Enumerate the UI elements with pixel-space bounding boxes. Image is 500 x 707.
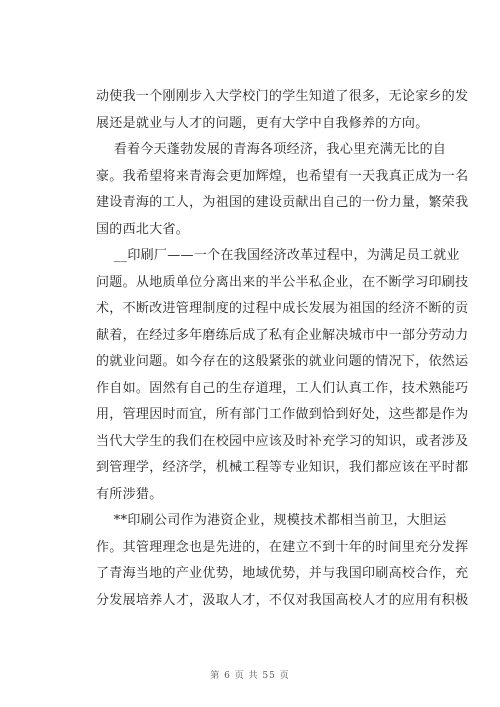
- page-number-footer: 第 6 页 共 55 页: [210, 671, 290, 681]
- text-line: 分发展培养人才，汲取人才，不仅对我国高校人才的应用有积极: [96, 592, 469, 608]
- text-line: 国的西北大省。: [96, 221, 190, 237]
- text-line: **印刷公司作为港资企业，规模技术都相当前卫，大胆运: [96, 513, 447, 528]
- text-line: 豪。我希望将来青海会更加辉煌，也希望有一天我真正成为一名: [96, 168, 469, 184]
- paragraph-1: [96, 84, 469, 137]
- text-line: 用，管理因时而宜，所有部门工作做到恰到好处，这些都是作为: [96, 407, 469, 422]
- text-line: 作。其管理理念也是先进的，在建立不到十年的时间里充分发挥: [96, 539, 469, 555]
- paragraph-3: [96, 243, 469, 508]
- text-line: 献着，在经过多年磨练后成了私有企业解决城市中一部分劳动力: [96, 327, 469, 343]
- text-line: 动使我一个刚刚步入大学校门的学生知道了很多，无论家乡的发: [96, 89, 469, 104]
- text-line: 作自如。固然有自己的生存道理，工人们认真工作，技术熟能巧: [96, 380, 469, 396]
- text-line: 了青海当地的产业优势，地域优势，并与我国印刷高校合作，充: [96, 566, 469, 581]
- text-line: 到管理学，经济学，机械工程等专业知识，我们都应该在平时都: [96, 460, 469, 475]
- text-line: 展还是就业与人才的问题，更有大学中自我修养的方向。: [96, 115, 429, 131]
- paragraph-4: [96, 508, 469, 614]
- text-line: 当代大学生的我们在校园中应该及时补充学习的知识，或者涉及: [96, 433, 469, 449]
- text-line: 建设青海的工人，为祖国的建设贡献出自己的一份力量，繁荣我: [96, 195, 469, 210]
- text-line: 术，不断改进管理制度的过程中成长发展为祖国的经济不断的贡: [96, 301, 469, 316]
- text-line: 看着今天蓬勃发展的青海各项经济，我心里充满无比的自: [96, 142, 447, 157]
- text-line: 问题。从地质单位分离出来的半公半私企业，在不断学习印刷技: [96, 274, 469, 290]
- text-line: 有所涉猎。: [96, 486, 163, 502]
- paragraph-2: [96, 137, 469, 243]
- text-line: 的就业问题。如今存在的这般紧张的就业问题的情况下，依然运: [96, 354, 469, 369]
- document-body: [96, 84, 469, 614]
- text-line: __印刷厂——一个在我国经济改革过程中，为满足员工就业: [96, 248, 460, 263]
